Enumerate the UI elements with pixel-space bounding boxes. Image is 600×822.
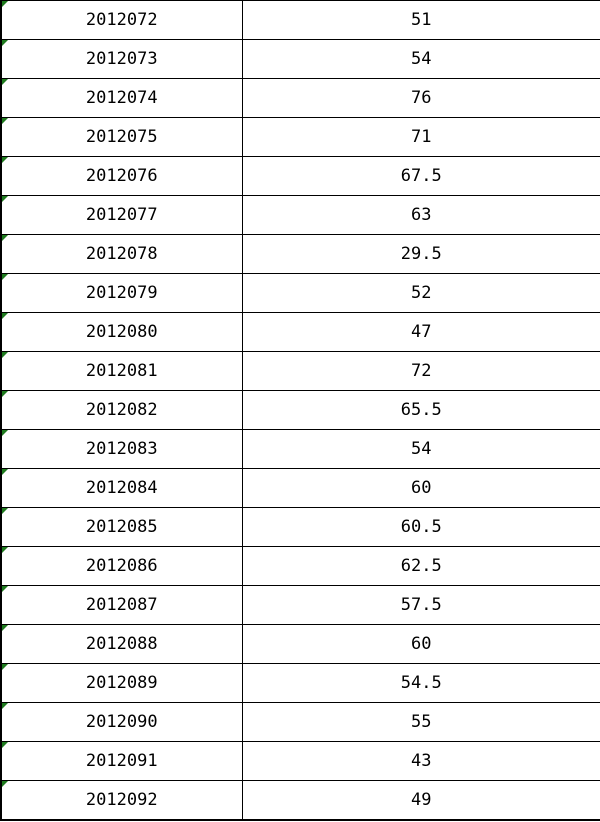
table-row	[1, 781, 600, 821]
score-cell[interactable]: 49	[242, 781, 600, 821]
id-cell[interactable]: 2012086	[1, 547, 242, 586]
score-cell[interactable]: 67.5	[242, 157, 600, 196]
score-cell[interactable]: 71	[242, 118, 600, 157]
table-row	[1, 508, 600, 547]
table-row	[1, 352, 600, 391]
table-body	[1, 1, 600, 821]
table-row	[1, 430, 600, 469]
table-row	[1, 586, 600, 625]
table-row	[1, 274, 600, 313]
id-cell[interactable]: 2012092	[1, 781, 242, 821]
score-cell[interactable]: 52	[242, 274, 600, 313]
id-cell[interactable]: 2012072	[1, 1, 242, 40]
table-row	[1, 40, 600, 79]
score-cell[interactable]: 54	[242, 430, 600, 469]
score-cell[interactable]: 57.5	[242, 586, 600, 625]
id-cell[interactable]: 2012090	[1, 703, 242, 742]
id-cell[interactable]: 2012078	[1, 235, 242, 274]
table-row	[1, 742, 600, 781]
score-cell[interactable]: 54	[242, 40, 600, 79]
table-row	[1, 664, 600, 703]
score-cell[interactable]: 63	[242, 196, 600, 235]
id-cell[interactable]: 2012083	[1, 430, 242, 469]
score-cell[interactable]: 60.5	[242, 508, 600, 547]
table-row	[1, 469, 600, 508]
table-row	[1, 118, 600, 157]
id-cell[interactable]: 2012085	[1, 508, 242, 547]
id-cell[interactable]: 2012088	[1, 625, 242, 664]
score-cell[interactable]: 60	[242, 469, 600, 508]
table-row	[1, 235, 600, 274]
score-cell[interactable]: 29.5	[242, 235, 600, 274]
id-cell[interactable]: 2012091	[1, 742, 242, 781]
id-cell[interactable]: 2012089	[1, 664, 242, 703]
id-cell[interactable]: 2012084	[1, 469, 242, 508]
table-row	[1, 196, 600, 235]
score-cell[interactable]: 62.5	[242, 547, 600, 586]
id-cell[interactable]: 2012077	[1, 196, 242, 235]
score-cell[interactable]: 54.5	[242, 664, 600, 703]
table-row	[1, 625, 600, 664]
score-cell[interactable]: 65.5	[242, 391, 600, 430]
score-cell[interactable]: 76	[242, 79, 600, 118]
id-cell[interactable]: 2012075	[1, 118, 242, 157]
score-cell[interactable]: 55	[242, 703, 600, 742]
id-cell[interactable]: 2012081	[1, 352, 242, 391]
table-row	[1, 391, 600, 430]
id-cell[interactable]: 2012073	[1, 40, 242, 79]
id-cell[interactable]: 2012082	[1, 391, 242, 430]
table-row	[1, 313, 600, 352]
score-cell[interactable]: 47	[242, 313, 600, 352]
score-cell[interactable]: 43	[242, 742, 600, 781]
table-row	[1, 547, 600, 586]
id-cell[interactable]: 2012087	[1, 586, 242, 625]
table-row	[1, 1, 600, 40]
id-cell[interactable]: 2012076	[1, 157, 242, 196]
id-cell[interactable]: 2012074	[1, 79, 242, 118]
table-row	[1, 703, 600, 742]
table-row	[1, 157, 600, 196]
table-row	[1, 79, 600, 118]
score-cell[interactable]: 51	[242, 1, 600, 40]
id-cell[interactable]: 2012079	[1, 274, 242, 313]
score-cell[interactable]: 72	[242, 352, 600, 391]
id-cell[interactable]: 2012080	[1, 313, 242, 352]
score-cell[interactable]: 60	[242, 625, 600, 664]
